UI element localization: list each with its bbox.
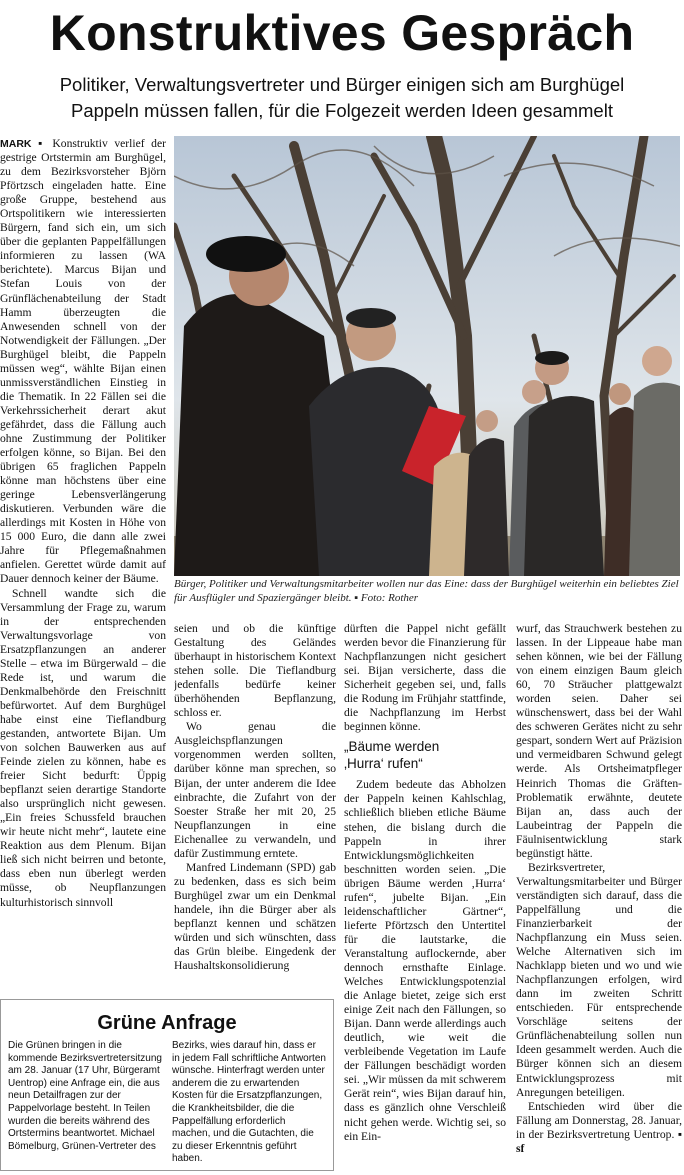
subheadline-line-2: Pappeln müssen fallen, für die Folgezeit werden Ideen gesammelt [71, 100, 613, 121]
headline: Konstruktives Gespräch [49, 5, 635, 61]
article-photo [174, 136, 680, 576]
article-paragraph: Wo genau die Ausgleichspflanzungen vorgenommen werden sollten, darüber könne man sprechen, so Bijan, der unter anderem die Idee einbrachte, die Zufahrt von der Soester Straße her mit 20, 25 Neupflanzungen in eine Eichenallee zu verwandeln, und dafür Zustimmung erntete. [174, 720, 336, 860]
article-paragraph: seien und ob die künftige Gestaltung des Geländes überhaupt in historischem Kontext stehen solle. Die Tieflandburg jedenfalls bedürfe keiner überhöhenden Bepflanzung, schloss er. [174, 622, 336, 720]
article-subheading [344, 738, 506, 772]
dateline-separator: ▪ [31, 137, 53, 150]
article-column-2 [174, 622, 336, 994]
article-paragraph: Bezirksvertreter, Verwaltungsmitarbeiter und Bürger verständigten sich darauf, dass die Pappelfällung und die Finanzierbarkeit der Nachpflanzung ein Muss seien. Welche Alternativen sich im Nachklapp bieten und wo und wie Nachpflanzungen erfolgen, wird dann im zweiten Schritt entschieden. Für entsprechende Vorschläge seitens der Grünflächenabteilung sollen nun Ideen gesammelt werden. Auch die Bürger können sich an diesem Entwicklungsprozess mit Anregungen beteiligen. [516, 860, 682, 1099]
sidebar-box [0, 999, 334, 1171]
article-paragraph [516, 1100, 682, 1156]
article-column-4 [516, 622, 682, 1172]
paragraph-text: Entschieden wird über die Fällung am Donnerstag, 28. Januar, in der Bezirksvertretung Uentrop. [516, 1099, 682, 1141]
article-paragraph [0, 137, 166, 587]
article-paragraph: Schnell wandte sich die Versammlung der Frage zu, warum in der entsprechenden Verwaltungsvorlage von Ersatzpflanzungen an anderer Stelle – etwa im Bürgerwald – die Rede ist, und warum die Denkmalbehörde den Freischnitt befürwortet. Auf dem Burghügel habe einst eine Tieflandburg gestanden, antwortete Bijan. Um von solchen Bauwerken aus auf Feinde zielen zu können, habe es freier Sicht bedurft: Üppig bepflanzt seien derartige Standorte also ursprünglich nicht gewesen. „Ein freies Schussfeld brauchen wir heute nicht mehr“, lautete eine Reaktion aus dem Plenum. Bijan ließ sich nicht beirren und betonte, dass eben nun überlegt werden müsse, ob Neupflanzungen kulturhistorisch sinnvoll [0, 586, 166, 909]
photo-caption [174, 578, 680, 605]
photo-credit: ▪ Foto: Rother [351, 591, 419, 604]
sidebar-title: Grüne Anfrage [97, 1012, 237, 1034]
dateline: MARK [0, 138, 32, 150]
sidebar-column-left: Die Grünen bringen in die kommende Bezirksvertretersitzung am 28. Januar (17 Uhr, Bürgeramt Uentrop) eine Anfrage ein, die aus neun Detailfragen zur der Pappelvorlage besteht. In Teilen wurden die bereits während des Ortstermins beantwortet. Michael Bömelburg, Grünen-Vertreter des [8, 1040, 162, 1152]
sidebar-columns [8, 1040, 326, 1166]
author-endmark: ▪ sf [516, 1127, 682, 1155]
caption-text: Bürger, Politiker und Verwaltungsmitarbeiter wollen nur das Eine: dass der Burghügel weiterhin ein beliebtes Ziel für Ausflügler und Spaziergänger bleibt. [174, 578, 679, 604]
article-paragraph: Zudem bedeute das Abholzen der Pappeln keinen Kahlschlag, schließlich blieben etliche Bäume stehen, die bislang durch die Pappeln in ihrer Entwicklungsmöglichkeiten beschnitten worden seien. „Die übrigen Bäume werden ‚Hurra‘ rufen“, jubelte Bijan. „Ein leidenschaftlicher Gärtner“, lieferte Pförtzsch den Untertitel für die lautstarke, die Veranstaltung auflockernde, aber dennoch ernsthafte Einlage. Welches Entwicklungspotenzial die Anlage bietet, zeige sich erst einige Zeit nach den Fällungen, so Bijan. Dann werde allerdings auch deutlich, wie weit die verbleibende Vegetation im Laufe der Fällungen beschädigt worden sei. „Wir müssen da mit schwerem Gerät rein“, wies Bijan darauf hin, dass es gänzlich ohne Verschleiß nicht gehen werde. Wichtig sei, so ein Ein- [344, 778, 506, 1143]
photo-illustration [174, 136, 680, 576]
subheadline-line-1: Politiker, Verwaltungsvertreter und Bürger einigen sich am Burghügel [59, 74, 625, 95]
article-column-3 [344, 622, 506, 1172]
subheading-line-1: „Bäume werden [344, 739, 440, 755]
article-paragraph: dürften die Pappel nicht gefällt werden bevor die Finanzierung für Nachpflanzungen nicht gesichert sei. Bijan versicherte, dass die Sicherheit gegeben sei, und, falls die Rodung im Frühjahr stattfinde, die Nachpflanzung im Herbst beginnen könne. [344, 622, 506, 734]
subheading-line-2: ‚Hurra‘ rufen“ [344, 756, 423, 772]
sidebar-column-right: Bezirks, wies darauf hin, dass er in jedem Fall schriftliche Antworten wünsche. Hinterfragt werden unter anderem die zu erwartenden Kosten für die Ersatzpflanzungen, die Krankheitsbilder, die die Pappelfällung erforderlich machen, und die Gutachten, die zu dieser Erkenntnis geführt haben. [172, 1040, 326, 1165]
article-column-1 [0, 137, 166, 995]
article-paragraph: Manfred Lindemann (SPD) gab zu bedenken, dass es sich beim Burghügel zwar um ein Denkmal handele, ihn die Bürger aber als bepflanzt kennen und schätzen würden und sich wünschten, dass das Grün bleibe. Eingedenk der Haushaltskonsolidierung [174, 860, 336, 973]
paragraph-text: Konstruktiv verlief der gestrige Ortstermin am Burghügel, zu dem Bezirksvorsteher Björn Pförtzsch eingeladen hatte. Eine große Gruppe, bestehend aus Ortspolitikern wie interessierten Bürgern, fand sich ein, um sich über die geplanten Pappelfällungen informieren zu lassen (WA berichtete). Marcus Bijan und Stefan Louis von der Grünflächenabteilung der Stadt Hamm überzeugten die Anwesenden schnell von der Notwendigkeit der Fällungen. „Der Burghügel bleibt, die Pappeln müssen weg“, wählte Bijan einen unmissverständlichen Einstieg in die Thematik. In 22 Fällen sei die Verkehrssicherheit derart akut gefährdet, dass die Fällung auch ohne Zustimmung der Politiker erfolgen könne, so Bijan. Bei den übrigen 65 fraglichen Pappeln könne man höchstens über eine geringe Lebensverlängerung diskutieren. Verbunden wäre die allerdings mit Kosten in Höhe von 15 000 Euro, die dann alle zwei Jahre für Pflegemaßnahmen anfielen. Gerettet würde damit auf Dauer dennoch keiner der Bäume. [0, 137, 166, 586]
subheadline [0, 72, 684, 124]
article-paragraph: wurf, das Strauchwerk bestehen zu lassen. In der Lippeaue habe man sehen können, wie bei der Fällung von einem einzigen Baum gleich 60, 70 Sträucher plattgewalzt worden seien. Daher sei wünschenswert, dass bei der Wahl des schweren Gerätes nicht zu sehr gespart, sondern Wert auf Präzision und vermeidbaren Schwund gelegt werde. Als Ortsheimatpfleger Heinrich Thomas die Gräften-Problematik erwähnte, deutete Bijan an, dass auch der Laubeintrag der Pappeln die Fäulnisentwicklung stark begünstigt hätte. [516, 622, 682, 860]
